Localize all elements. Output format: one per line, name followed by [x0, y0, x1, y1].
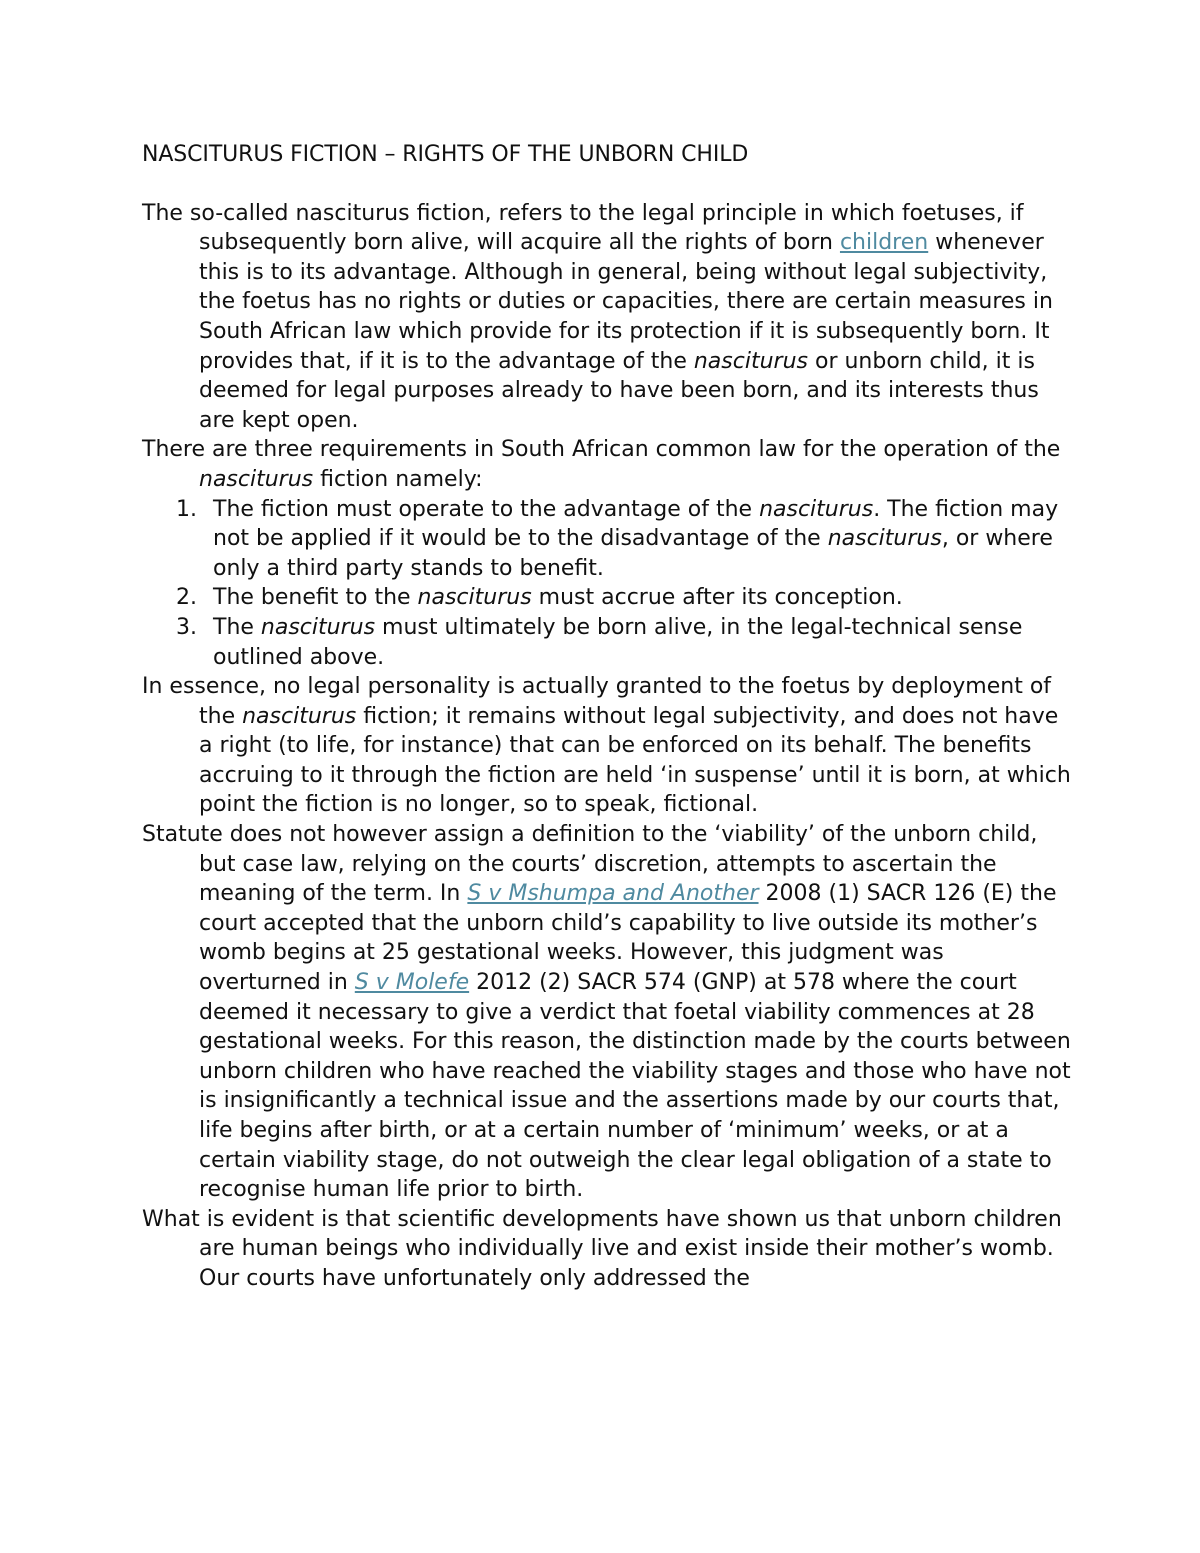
document-title: NASCITURUS FICTION – RIGHTS OF THE UNBORN CHILD: [142, 142, 749, 167]
emphasis-nasciturus: nasciturus: [759, 496, 874, 522]
text-run: The benefit to the: [213, 585, 418, 611]
text-run: or unborn child, it is deemed for legal purposes already to have been born, and its interests thus are kept open.: [199, 348, 1039, 433]
text-run: In essence, no legal personality is actually granted to the foetus by deployment of the: [142, 674, 1052, 729]
paragraph-requirements-intro: [142, 435, 1072, 494]
document-page: [142, 140, 1072, 1294]
list-item: [142, 613, 1072, 672]
text-run: Statute does not however assign a definition to the ‘viability’ of the unborn child, but case law, relying on the courts’ discretion, attempts to ascertain the meaning of the term. In: [142, 822, 1038, 907]
paragraph-scientific-developments: [142, 1205, 1072, 1294]
text-run: The fiction must operate to the advantage of the: [213, 496, 760, 522]
paragraph-legal-personality: [142, 672, 1072, 820]
list-number: 3.: [176, 614, 197, 640]
paragraph-nasciturus-definition: [142, 199, 1072, 436]
text-run: must ultimately be born alive, in the legal-technical sense outlined above.: [213, 614, 1023, 670]
text-run: There are three requirements in South African common law for the operation of the: [142, 437, 1061, 463]
text-run: fiction namely:: [313, 466, 483, 492]
emphasis-nasciturus: nasciturus: [693, 348, 808, 374]
link-text: S v Molefe: [354, 970, 470, 996]
text-run: must accrue after its conception.: [531, 585, 903, 611]
list-number: 1.: [176, 496, 197, 522]
emphasis-nasciturus: nasciturus: [199, 466, 314, 492]
text-run: 2012 (2) SACR 574 (GNP) at 578 where the court deemed it necessary to give a verdict that foetal viability commences at 28 gestational weeks. For this reason, the distinction made by the courts between unborn children who have reached the viability stages and those who have not is insignificantly a technical issue and the assertions made by our courts that, life begins after birth, or at a certain number of ‘minimum’ weeks, or at a certain viability stage, do not outweigh the clear legal obligation of a state to recognise human life prior to birth.: [199, 970, 1071, 1203]
list-item: [142, 583, 1072, 613]
requirements-list: [142, 495, 1072, 673]
text-run: The: [213, 614, 261, 640]
link-s-v-mshumpa[interactable]: [467, 881, 758, 906]
text-run: The so-called nasciturus fiction, refers to the legal principle in which foetuses, if subsequently born alive, will acquire all the rights of born: [142, 200, 1024, 256]
text-run: whenever this is to its advantage. Although in general, being without legal subjectivity, the foetus has no rights or duties or capacities, there are certain measures in South African law which provide for its protection if it is subsequently born. It provides that, if it is to the advantage of the: [199, 230, 1053, 374]
list-number: 2.: [176, 585, 197, 611]
emphasis-nasciturus: nasciturus: [827, 526, 942, 552]
link-text: S v Mshumpa and Another: [467, 881, 759, 907]
link-s-v-molefe[interactable]: [355, 970, 469, 995]
emphasis-nasciturus: nasciturus: [417, 585, 532, 611]
link-children[interactable]: children: [839, 230, 929, 256]
emphasis-nasciturus: nasciturus: [260, 614, 376, 640]
text-run: fiction; it remains without legal subjectivity, and does not have a right (to life, for instance) that can be enforced on its behalf. The benefits accruing to it through the fiction are held ‘in suspense’ until it is born, at which point the fiction is no longer, so to speak, fictional.: [199, 703, 1071, 818]
emphasis-nasciturus: nasciturus: [242, 703, 357, 729]
paragraph-viability-case-law: [142, 820, 1072, 1205]
text-run: What is evident is that scientific developments have shown us that unborn children are human beings who individually live and exist inside their mother’s womb. Our courts have unfortunately only addressed the: [142, 1206, 1062, 1291]
text-run: . The fiction may not be applied if it would be to the disadvantage of the: [213, 496, 1059, 552]
list-item: [142, 495, 1072, 584]
text-run: 2008 (1) SACR 126 (E) the court accepted that the unborn child’s capability to live outside its mother’s womb begins at 25 gestational weeks. However, this judgment was overturned in: [199, 881, 1057, 996]
text-run: , or where only a third party stands to benefit.: [213, 526, 1053, 581]
